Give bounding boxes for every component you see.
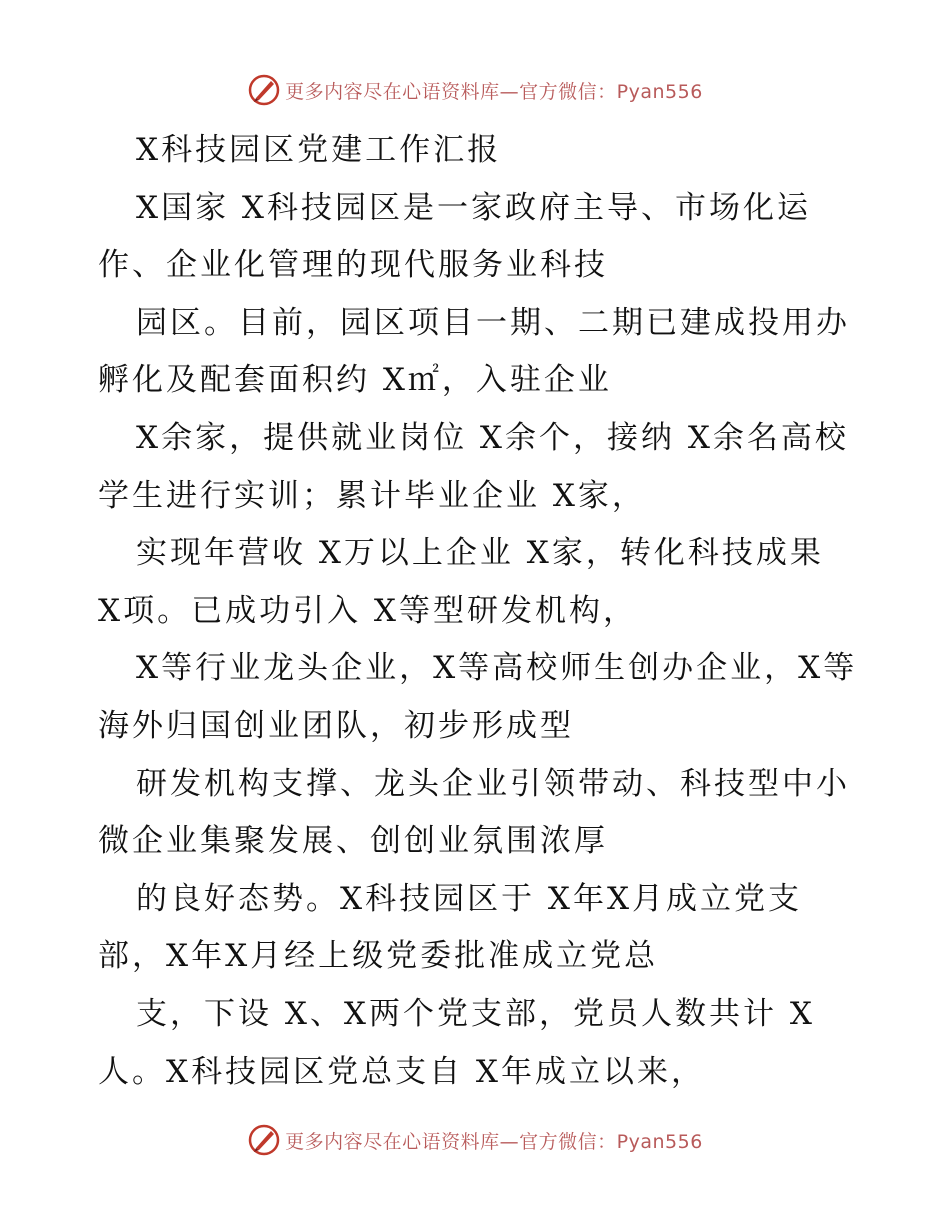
header-banner (0, 70, 950, 110)
paragraph-line: 研发机构支撑、龙头企业引领带动、科技型中小 (136, 765, 850, 802)
paragraph-line: 的良好态势。X科技园区于 X年X月成立党支 (136, 880, 803, 917)
footer-banner (0, 1120, 950, 1160)
paragraph-line: 学生进行实训；累计毕业企业 X家， (98, 477, 646, 514)
document-title: X科技园区党建工作汇报 (136, 132, 502, 168)
paragraph-line: 孵化及配套面积约 X㎡，入驻企业 (98, 362, 612, 399)
quill-pen-logo-icon (247, 73, 281, 107)
paragraph-line: 微企业集聚发展、创创业氛围浓厚 (98, 823, 608, 860)
banner-text: 更多内容尽在心语资料库—官方微信：Pyan556 (285, 1130, 703, 1153)
banner-text: 更多内容尽在心语资料库—官方微信：Pyan556 (285, 80, 703, 103)
paragraph-line: 园区。目前，园区项目一期、二期已建成投用办 (136, 304, 850, 341)
document-body (0, 122, 950, 1101)
paragraph-line: X国家 X科技园区是一家政府主导、市场化运 (136, 189, 811, 226)
paragraph-line: 部，X年X月经上级党委批准成立党总 (98, 938, 659, 975)
paragraph-line: 海外归国创业团队，初步形成型 (98, 707, 574, 744)
paragraph-line: 支，下设 X、X两个党支部，党员人数共计 X (136, 995, 815, 1032)
paragraph-line: 实现年营收 X万以上企业 X家，转化科技成果 (136, 535, 824, 572)
paragraph-line: X等行业龙头企业，X等高校师生创办企业，X等 (136, 650, 858, 687)
paragraph-line: 作、企业化管理的现代服务业科技 (98, 247, 608, 284)
paragraph-line: 人。X科技园区党总支自 X年成立以来， (98, 1053, 705, 1090)
quill-pen-logo-icon (247, 1123, 281, 1157)
paragraph-line: X项。已成功引入 X等型研发机构， (98, 592, 637, 629)
paragraph-line: X余家，提供就业岗位 X余个，接纳 X余名高校 (136, 419, 849, 456)
